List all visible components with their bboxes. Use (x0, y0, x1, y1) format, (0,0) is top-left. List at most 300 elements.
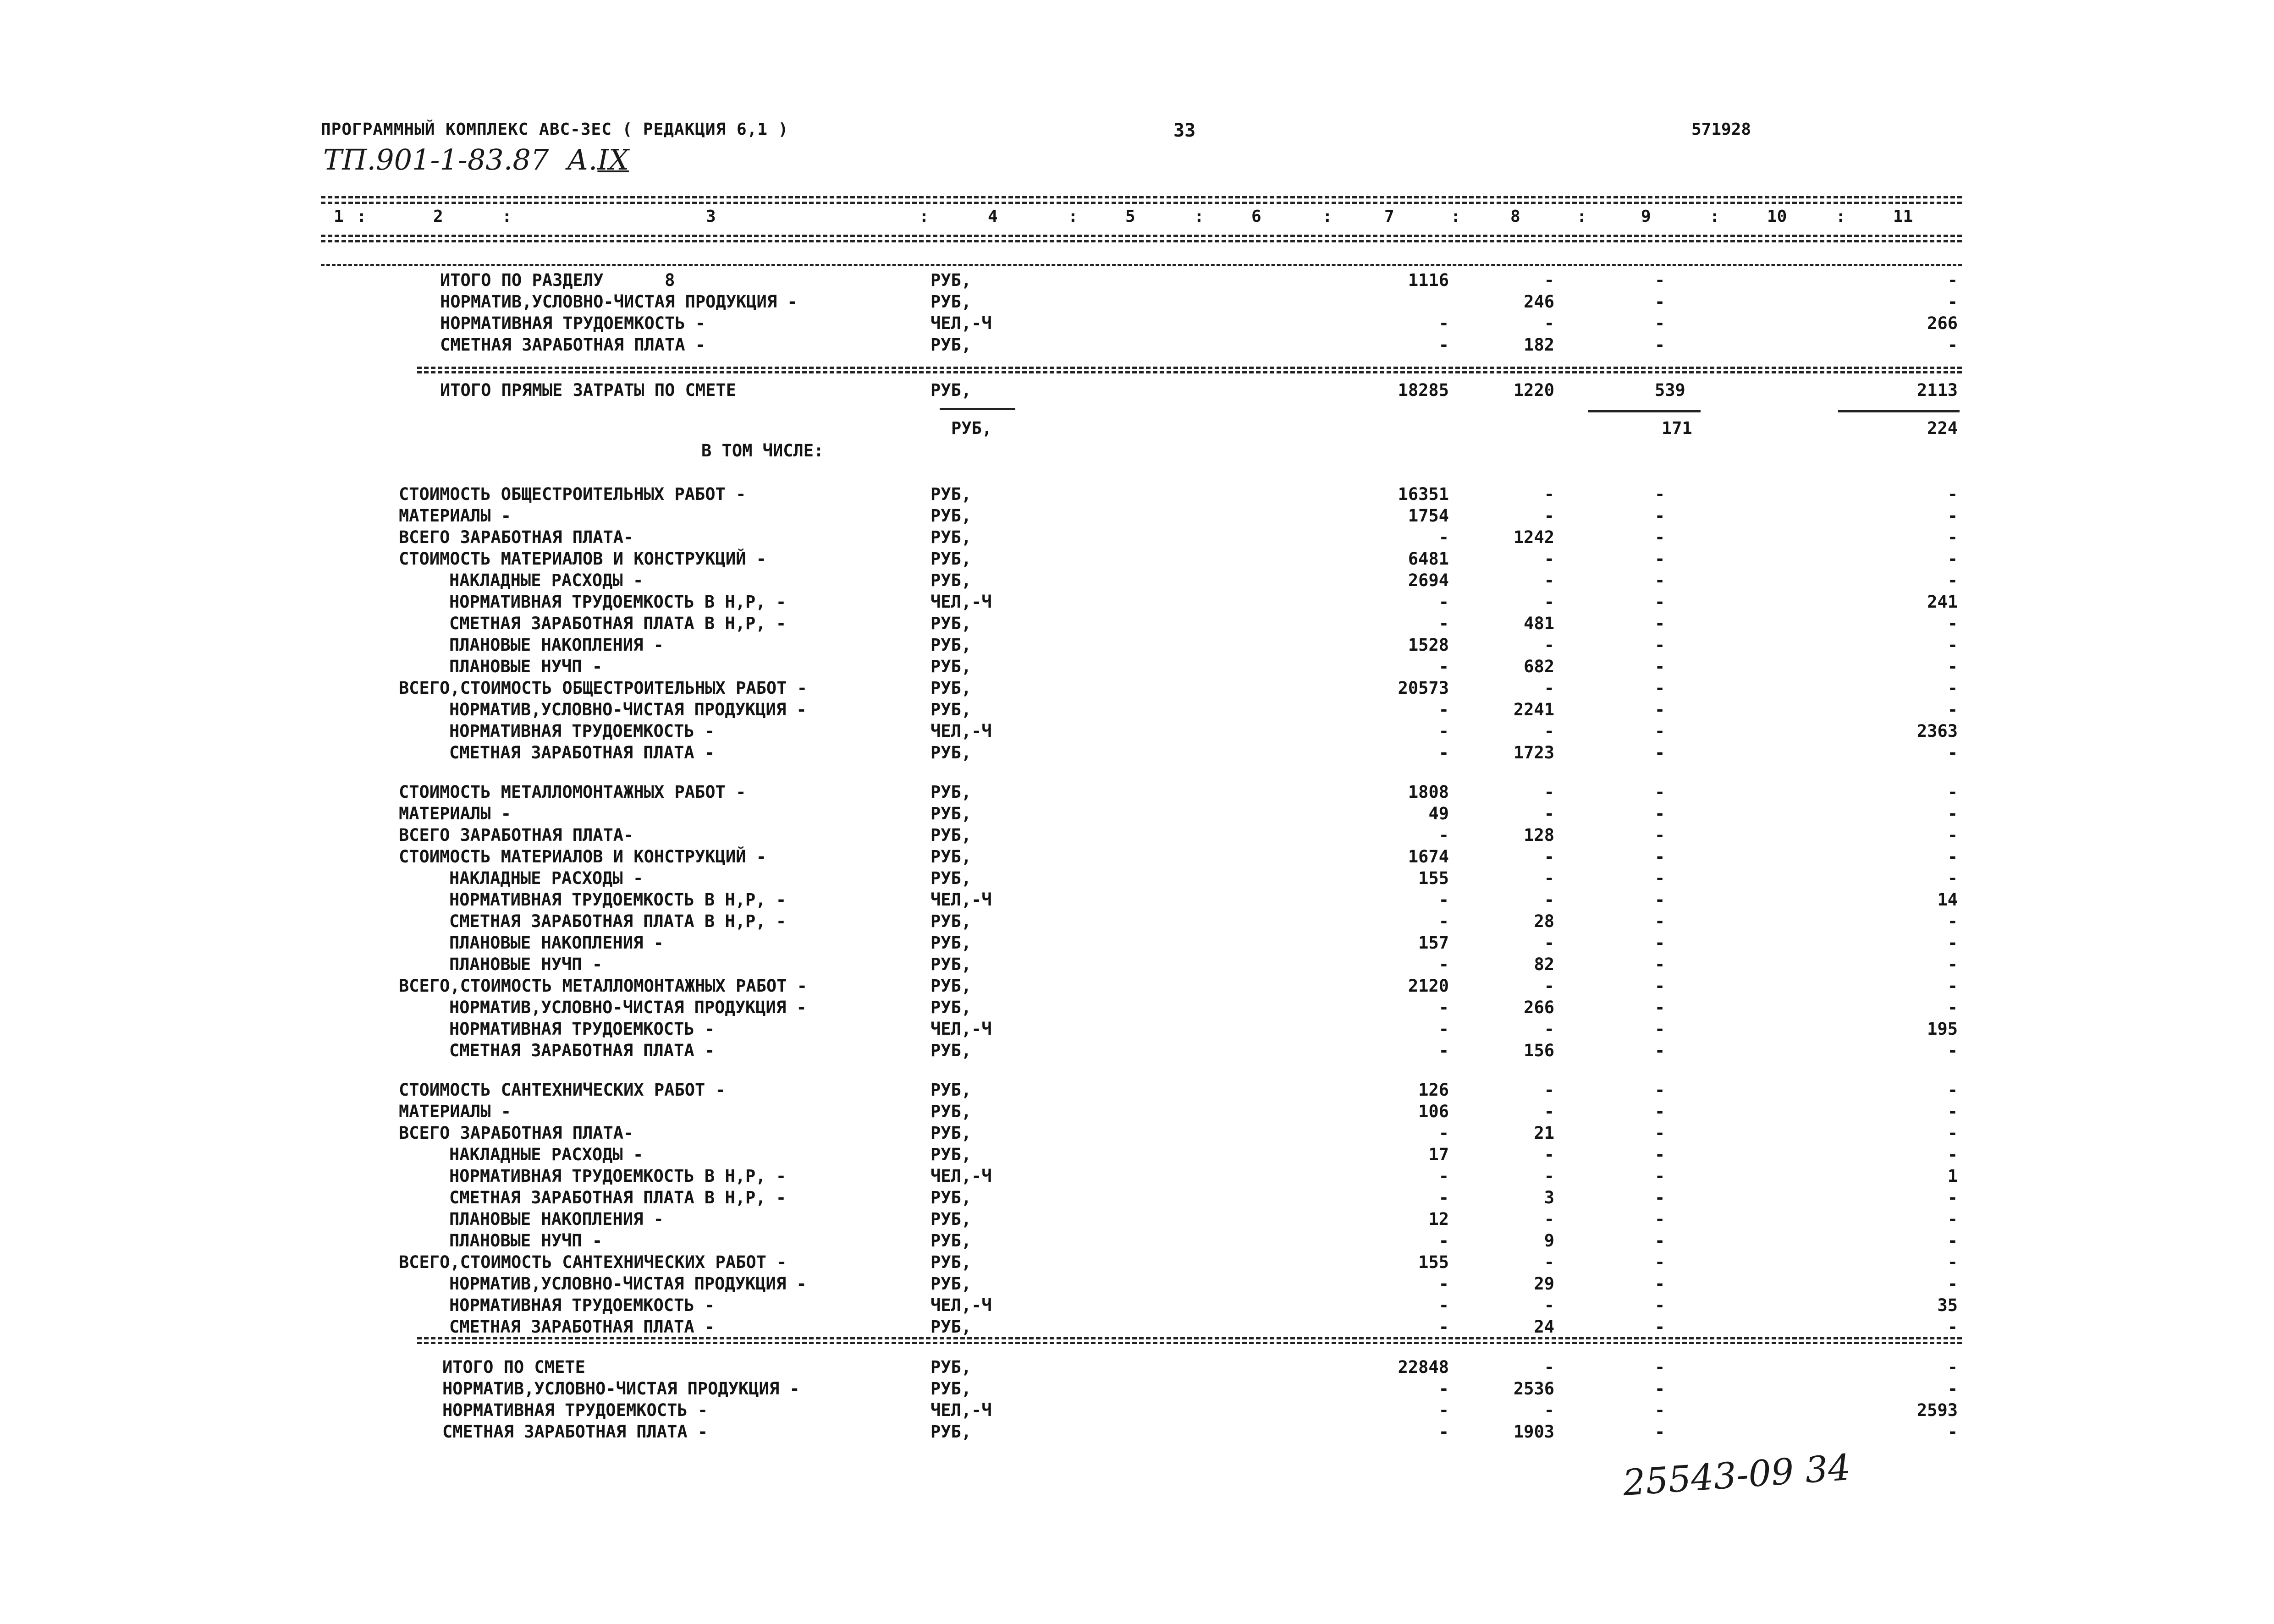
row-col7: - (1438, 1422, 1449, 1442)
row-col7: - (1438, 592, 1449, 612)
document-ref-number: ТП.901-1-83.87 (323, 143, 549, 176)
row-unit: РУБ, (931, 1379, 972, 1399)
row-col8: 156 (1524, 1041, 1554, 1060)
row-col8: - (1544, 678, 1554, 698)
table-row (0, 677, 2274, 699)
row-label: ПЛАНОВЫЕ НАКОПЛЕНИЯ - (449, 933, 664, 953)
row-unit: РУБ, (931, 743, 972, 763)
row-unit: РУБ, (931, 1252, 972, 1272)
row-col9: - (1655, 506, 1665, 526)
column-number: 9 (1641, 207, 1651, 226)
table-row (0, 932, 2274, 954)
row-col7: 106 (1418, 1102, 1449, 1121)
row-col7: - (1438, 527, 1449, 547)
row-col11: - (1947, 1274, 1958, 1294)
row-label: НОРМАТИВ,УСЛОВНО-ЧИСТАЯ ПРОДУКЦИЯ - (449, 700, 807, 719)
program-header: ПРОГРАММНЫЙ КОМПЛЕКС АВС-ЗЕС ( РЕДАКЦИЯ 6,1 ) (321, 120, 789, 139)
column-separator: : (1322, 207, 1332, 226)
row-col8: 682 (1524, 657, 1554, 676)
row-col9: - (1655, 1123, 1665, 1143)
table-row (0, 313, 2274, 334)
row-col8: 481 (1524, 614, 1554, 633)
column-separator: : (357, 207, 367, 226)
row-unit: РУБ, (931, 868, 972, 888)
row-col7: 49 (1428, 804, 1449, 823)
column-number: 10 (1767, 207, 1787, 226)
row-col9: - (1655, 635, 1665, 655)
row-label: ВСЕГО,СТОИМОСТЬ ОБЩЕСТРОИТЕЛЬНЫХ РАБОТ - (399, 678, 808, 698)
table-row (0, 1101, 2274, 1122)
row-col11: - (1947, 678, 1958, 698)
table-row (0, 1399, 2274, 1421)
table-row (0, 1251, 2274, 1273)
row-unit: РУБ, (931, 1231, 972, 1251)
row-col11: - (1947, 955, 1958, 974)
table-row (0, 1122, 2274, 1144)
row-label: НОРМАТИВНАЯ ТРУДОЕМКОСТЬ В Н,Р, - (449, 890, 787, 910)
row-col8: 1903 (1513, 1422, 1554, 1442)
row-col7: - (1438, 1274, 1449, 1294)
row-col9: - (1655, 549, 1665, 569)
row-col7: - (1438, 1379, 1449, 1399)
row-col9: - (1655, 890, 1665, 910)
row-col11: - (1947, 657, 1958, 676)
row-col11: - (1947, 743, 1958, 763)
row-col7: 18285 (1398, 380, 1449, 400)
row-col11: - (1947, 1422, 1958, 1442)
row-label: СТОИМОСТЬ САНТЕХНИЧЕСКИХ РАБОТ - (399, 1080, 726, 1100)
column-number: 3 (706, 207, 716, 226)
row-col11: - (1947, 804, 1958, 823)
table-row (0, 742, 2274, 763)
row-label: НАКЛАДНЫЕ РАСХОДЫ - (449, 1145, 644, 1164)
table-row (0, 634, 2274, 656)
table-row (0, 1230, 2274, 1251)
row-label: НОРМАТИВНАЯ ТРУДОЕМКОСТЬ - (449, 1295, 715, 1315)
table-row (0, 911, 2274, 932)
row-unit: РУБ, (931, 335, 972, 355)
row-col9: - (1655, 1357, 1665, 1377)
row-col9: - (1655, 998, 1665, 1017)
row-unit: РУБ, (931, 1041, 972, 1060)
row-col8: - (1544, 313, 1554, 333)
row-col11: - (1947, 847, 1958, 867)
row-col7: - (1438, 335, 1449, 355)
row-col7: 2120 (1408, 976, 1449, 996)
row-unit: РУБ, (931, 847, 972, 867)
table-row (0, 548, 2274, 570)
album-label: А. (567, 143, 598, 176)
column-separator: : (1710, 207, 1720, 226)
row-unit: РУБ, (931, 1145, 972, 1164)
row-col8: - (1544, 592, 1554, 612)
unit-underline (940, 408, 1015, 410)
total-rule (417, 1337, 1962, 1339)
row-col8: 24 (1534, 1317, 1554, 1337)
row-unit: РУБ, (931, 1102, 972, 1121)
row-col9: - (1655, 868, 1665, 888)
row-col8: - (1544, 868, 1554, 888)
row-unit: РУБ, (931, 1080, 972, 1100)
row-label: ВСЕГО,СТОИМОСТЬ САНТЕХНИЧЕСКИХ РАБОТ - (399, 1252, 787, 1272)
row-label: СМЕТНАЯ ЗАРАБОТНАЯ ПЛАТА В Н,Р, - (449, 911, 787, 931)
row-col11: - (1947, 1080, 1958, 1100)
row-unit: РУБ, (931, 571, 972, 590)
row-col8: 29 (1534, 1274, 1554, 1294)
row-col7: 1754 (1408, 506, 1449, 526)
table-row (0, 656, 2274, 677)
row-unit: РУБ, (931, 911, 972, 931)
row-label: НОРМАТИВНАЯ ТРУДОЕМКОСТЬ - (449, 721, 715, 741)
row-col9: - (1655, 1080, 1665, 1100)
row-unit: ЧЕЛ,-Ч (931, 313, 992, 333)
row-unit: РУБ, (931, 782, 972, 802)
row-col11: - (1947, 868, 1958, 888)
row-col9: - (1655, 1188, 1665, 1207)
row-col11: 195 (1927, 1019, 1958, 1039)
row-col7: - (1438, 825, 1449, 845)
row-col7: 157 (1418, 933, 1449, 953)
row-col8: - (1544, 635, 1554, 655)
row-col9: - (1655, 270, 1665, 290)
row-col11: 1 (1947, 1166, 1958, 1186)
table-row (0, 1165, 2274, 1187)
column-separator: : (1068, 207, 1078, 226)
column-separator: : (1836, 207, 1846, 226)
row-col9: - (1655, 484, 1665, 504)
row-col8: - (1544, 571, 1554, 590)
handwritten-footer: 25543-09 34 (1621, 1447, 1852, 1504)
table-row (0, 889, 2274, 911)
row-col7: 22848 (1398, 1357, 1449, 1377)
row-col9: - (1655, 933, 1665, 953)
row-col7: - (1438, 1019, 1449, 1039)
row-col9: - (1655, 1166, 1665, 1186)
row-col9: - (1655, 1317, 1665, 1337)
row-unit: РУБ, (931, 1209, 972, 1229)
row-col7: 1116 (1408, 270, 1449, 290)
row-unit: РУБ, (931, 825, 972, 845)
row-col11: 14 (1937, 890, 1958, 910)
row-col11: - (1947, 1252, 1958, 1272)
row-label: ВСЕГО ЗАРАБОТНАЯ ПЛАТА- (399, 527, 634, 547)
row-col11: - (1947, 911, 1958, 931)
page-number: 33 (1173, 120, 1196, 141)
row-col9: - (1655, 335, 1665, 355)
row-col8: 1220 (1513, 380, 1554, 400)
column-number: 4 (988, 207, 998, 226)
row-label: НОРМАТИВНАЯ ТРУДОЕМКОСТЬ В Н,Р, - (449, 592, 787, 612)
table-row (0, 1018, 2274, 1040)
row-col11: - (1947, 700, 1958, 719)
row-col11: - (1947, 1357, 1958, 1377)
row-col11: - (1947, 998, 1958, 1017)
row-unit: РУБ, (931, 484, 972, 504)
row-col7: 155 (1418, 868, 1449, 888)
table-row (0, 379, 2274, 401)
row-col9: - (1655, 1274, 1665, 1294)
row-col7: - (1438, 1295, 1449, 1315)
row-label: МАТЕРИАЛЫ - (399, 804, 512, 823)
row-col7: - (1438, 721, 1449, 741)
table-row (0, 570, 2274, 591)
row-col7: - (1438, 743, 1449, 763)
row-col7: - (1438, 1231, 1449, 1251)
row-col7: 17 (1428, 1145, 1449, 1164)
row-col11: 2363 (1916, 721, 1958, 741)
column-number: 7 (1384, 207, 1394, 226)
row-unit: ЧЕЛ,-Ч (931, 1166, 992, 1186)
row-unit: РУБ, (931, 1422, 972, 1442)
direct-costs-sub-unit: РУБ, (951, 418, 992, 438)
row-unit: РУБ, (931, 270, 972, 290)
row-col11: 266 (1927, 313, 1958, 333)
row-unit: РУБ, (931, 976, 972, 996)
document-code: 571928 (1691, 120, 1751, 139)
row-col9: - (1655, 976, 1665, 996)
column-number: 6 (1251, 207, 1261, 226)
row-col8: 9 (1544, 1231, 1554, 1251)
table-row (0, 1421, 2274, 1443)
row-unit: РУБ, (931, 1317, 972, 1337)
col11-underline (1838, 410, 1960, 412)
row-col11: 2113 (1916, 380, 1958, 400)
row-col11: - (1947, 1041, 1958, 1060)
row-col8: - (1544, 1080, 1554, 1100)
row-col7: 6481 (1408, 549, 1449, 569)
table-row (0, 997, 2274, 1018)
row-unit: РУБ, (931, 1274, 972, 1294)
row-col8: 266 (1524, 998, 1554, 1017)
row-col8: 1723 (1513, 743, 1554, 763)
row-col8: - (1544, 1357, 1554, 1377)
row-col9: - (1655, 700, 1665, 719)
row-col8: - (1544, 721, 1554, 741)
row-label: ИТОГО ПО СМЕТЕ (442, 1357, 585, 1377)
row-col11: 35 (1937, 1295, 1958, 1315)
row-label: ИТОГО ПО РАЗДЕЛУ 8 (440, 270, 675, 290)
row-unit: РУБ, (931, 804, 972, 823)
row-col8: - (1544, 976, 1554, 996)
row-col7: - (1438, 1317, 1449, 1337)
row-col11: - (1947, 1145, 1958, 1164)
row-label: НАКЛАДНЫЕ РАСХОДЫ - (449, 868, 644, 888)
row-col9: - (1655, 804, 1665, 823)
row-col8: - (1544, 484, 1554, 504)
table-row (0, 1144, 2274, 1165)
row-col8: 82 (1534, 955, 1554, 974)
table-row (0, 1208, 2274, 1230)
row-col11: - (1947, 1188, 1958, 1207)
row-label: НОРМАТИВНАЯ ТРУДОЕМКОСТЬ В Н,Р, - (449, 1166, 787, 1186)
row-unit: РУБ, (931, 614, 972, 633)
row-col9: - (1655, 1145, 1665, 1164)
row-unit: РУБ, (931, 292, 972, 312)
row-unit: ЧЕЛ,-Ч (931, 721, 992, 741)
row-col11: - (1947, 571, 1958, 590)
row-unit: РУБ, (931, 549, 972, 569)
table-row (0, 483, 2274, 505)
row-label: СТОИМОСТЬ МЕТАЛЛОМОНТАЖНЫХ РАБОТ - (399, 782, 746, 802)
row-col9: - (1655, 678, 1665, 698)
row-col9: - (1655, 313, 1665, 333)
row-unit: ЧЕЛ,-Ч (931, 592, 992, 612)
row-col7: - (1438, 1400, 1449, 1420)
table-row (0, 527, 2274, 548)
row-col11: - (1947, 1209, 1958, 1229)
row-col9: - (1655, 1019, 1665, 1039)
row-col7: - (1438, 998, 1449, 1017)
row-col8: - (1544, 1019, 1554, 1039)
row-col7: 155 (1418, 1252, 1449, 1272)
row-col8: - (1544, 890, 1554, 910)
table-row (0, 1040, 2274, 1061)
row-col9: - (1655, 614, 1665, 633)
album-roman: IX (597, 143, 629, 176)
row-label: ПЛАНОВЫЕ НУЧП - (449, 955, 603, 974)
row-col7: - (1438, 1188, 1449, 1207)
row-col9: - (1655, 657, 1665, 676)
table-row (0, 803, 2274, 824)
table-row (0, 1187, 2274, 1208)
row-unit: ЧЕЛ,-Ч (931, 1019, 992, 1039)
row-col11: - (1947, 614, 1958, 633)
table-row (0, 846, 2274, 867)
row-col9: - (1655, 1231, 1665, 1251)
row-label: МАТЕРИАЛЫ - (399, 1102, 512, 1121)
row-unit: РУБ, (931, 657, 972, 676)
row-label: СМЕТНАЯ ЗАРАБОТНАЯ ПЛАТА В Н,Р, - (449, 614, 787, 633)
row-col11: - (1947, 1317, 1958, 1337)
row-col11: - (1947, 933, 1958, 953)
row-col7: - (1438, 890, 1449, 910)
row-col8: 1242 (1513, 527, 1554, 547)
row-label: СМЕТНАЯ ЗАРАБОТНАЯ ПЛАТА - (442, 1422, 708, 1442)
row-label: ИТОГО ПРЯМЫЕ ЗАТРАТЫ ПО СМЕТЕ (440, 380, 737, 400)
row-col9: 539 (1655, 380, 1685, 400)
row-col9: - (1655, 825, 1665, 845)
row-col7: - (1438, 657, 1449, 676)
row-col9: - (1655, 592, 1665, 612)
table-row (0, 1378, 2274, 1399)
row-col11: - (1947, 484, 1958, 504)
column-separator: : (1577, 207, 1587, 226)
table-row (0, 1273, 2274, 1295)
row-unit: РУБ, (931, 380, 972, 400)
table-row (0, 1295, 2274, 1316)
row-col8: - (1544, 933, 1554, 953)
table-row (0, 334, 2274, 356)
row-col7: - (1438, 911, 1449, 931)
row-label: НОРМАТИВНАЯ ТРУДОЕМКОСТЬ - (442, 1400, 708, 1420)
row-col8: - (1544, 270, 1554, 290)
row-col11: - (1947, 527, 1958, 547)
direct-costs-rule (417, 367, 1962, 369)
column-number: 11 (1893, 207, 1913, 226)
row-unit: РУБ, (931, 998, 972, 1017)
row-col8: 2536 (1513, 1379, 1554, 1399)
row-col8: 246 (1524, 292, 1554, 312)
row-col8: - (1544, 506, 1554, 526)
row-label: СМЕТНАЯ ЗАРАБОТНАЯ ПЛАТА - (440, 335, 706, 355)
table-row (0, 824, 2274, 846)
row-unit: РУБ, (931, 506, 972, 526)
row-col8: - (1544, 1400, 1554, 1420)
row-col9: - (1655, 1041, 1665, 1060)
row-label: ПЛАНОВЫЕ НАКОПЛЕНИЯ - (449, 635, 664, 655)
row-col9: - (1655, 571, 1665, 590)
row-col8: 182 (1524, 335, 1554, 355)
row-label: СМЕТНАЯ ЗАРАБОТНАЯ ПЛАТА - (449, 1041, 715, 1060)
row-col8: - (1544, 1295, 1554, 1315)
row-unit: РУБ, (931, 1188, 972, 1207)
column-separator: : (502, 207, 512, 226)
row-col7: 12 (1428, 1209, 1449, 1229)
row-label: СТОИМОСТЬ ОБЩЕСТРОИТЕЛЬНЫХ РАБОТ - (399, 484, 746, 504)
row-col7: 2694 (1408, 571, 1449, 590)
column-separator: : (919, 207, 929, 226)
table-row (0, 867, 2274, 889)
table-row (0, 291, 2274, 313)
row-col8: - (1544, 1102, 1554, 1121)
row-label: ПЛАНОВЫЕ НАКОПЛЕНИЯ - (449, 1209, 664, 1229)
row-col9: - (1655, 782, 1665, 802)
row-col9: - (1655, 1209, 1665, 1229)
row-label: НОРМАТИВ,УСЛОВНО-ЧИСТАЯ ПРОДУКЦИЯ - (442, 1379, 800, 1399)
direct-costs-sub-col9: 171 (1662, 418, 1692, 438)
row-label: НОРМАТИВ,УСЛОВНО-ЧИСТАЯ ПРОДУКЦИЯ - (440, 292, 798, 312)
row-col11: - (1947, 506, 1958, 526)
row-col9: - (1655, 1295, 1665, 1315)
row-col11: - (1947, 335, 1958, 355)
direct-costs-rule-2 (417, 371, 1962, 373)
row-col8: - (1544, 804, 1554, 823)
row-col7: - (1438, 955, 1449, 974)
including-heading: В ТОМ ЧИСЛЕ: (701, 441, 824, 461)
row-col7: - (1438, 1123, 1449, 1143)
row-col11: - (1947, 549, 1958, 569)
row-col8: 28 (1534, 911, 1554, 931)
table-row (0, 613, 2274, 634)
row-col7: 1674 (1408, 847, 1449, 867)
row-col7: 20573 (1398, 678, 1449, 698)
row-col11: - (1947, 1123, 1958, 1143)
row-col11: - (1947, 635, 1958, 655)
row-label: НОРМАТИВ,УСЛОВНО-ЧИСТАЯ ПРОДУКЦИЯ - (449, 998, 807, 1017)
row-unit: РУБ, (931, 527, 972, 547)
row-col9: - (1655, 1400, 1665, 1420)
row-label: ПЛАНОВЫЕ НУЧП - (449, 1231, 603, 1251)
row-col8: 21 (1534, 1123, 1554, 1143)
row-col9: - (1655, 292, 1665, 312)
row-col8: 2241 (1513, 700, 1554, 719)
row-col11: - (1947, 1231, 1958, 1251)
row-col11: - (1947, 1102, 1958, 1121)
row-label: СМЕТНАЯ ЗАРАБОТНАЯ ПЛАТА В Н,Р, - (449, 1188, 787, 1207)
table-row (0, 720, 2274, 742)
row-col7: 1808 (1408, 782, 1449, 802)
row-col9: - (1655, 847, 1665, 867)
row-label: СМЕТНАЯ ЗАРАБОТНАЯ ПЛАТА - (449, 1317, 715, 1337)
row-unit: РУБ, (931, 678, 972, 698)
table-row (0, 1079, 2274, 1101)
row-col9: - (1655, 1252, 1665, 1272)
row-col7: - (1438, 614, 1449, 633)
table-row (0, 1356, 2274, 1378)
row-col8: - (1544, 847, 1554, 867)
row-col11: - (1947, 782, 1958, 802)
row-col9: - (1655, 1102, 1665, 1121)
